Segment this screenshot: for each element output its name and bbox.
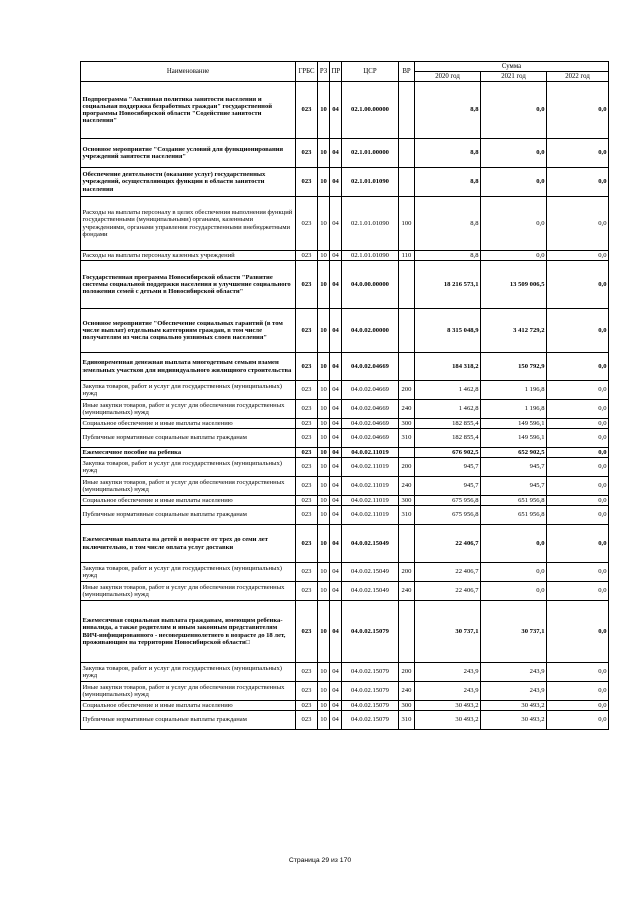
cell-grbs: 023 xyxy=(296,663,318,682)
cell-csr: 02.1.00.00000 xyxy=(342,82,399,139)
table-row xyxy=(81,309,609,353)
cell-rz: 10 xyxy=(318,309,330,353)
cell-v2022: 0,0 xyxy=(547,168,609,197)
cell-v2022: 0,0 xyxy=(547,353,609,381)
cell-v2021: 3 412 729,2 xyxy=(481,309,547,353)
cell-v2020: 676 902,5 xyxy=(415,448,481,458)
cell-pr: 04 xyxy=(330,353,342,381)
cell-rz: 10 xyxy=(318,419,330,429)
cell-v2021: 243,9 xyxy=(481,663,547,682)
cell-name: Иные закупки товаров, работ и услуг для обеспечения государственных (муниципальных) нужд xyxy=(81,400,296,419)
cell-name: Социальное обеспечение и иные выплаты населению xyxy=(81,701,296,711)
cell-v2021: 1 196,8 xyxy=(481,400,547,419)
cell-v2020: 675 956,8 xyxy=(415,506,481,525)
cell-csr: 04.0.02.15079 xyxy=(342,663,399,682)
cell-pr: 04 xyxy=(330,381,342,400)
table-row xyxy=(81,506,609,525)
cell-vr xyxy=(399,261,415,309)
cell-v2021: 149 596,1 xyxy=(481,429,547,448)
cell-grbs: 023 xyxy=(296,168,318,197)
cell-name: Закупка товаров, работ и услуг для государственных (муниципальных) нужд xyxy=(81,381,296,400)
cell-name: Публичные нормативные социальные выплаты гражданам xyxy=(81,711,296,730)
cell-v2020: 8,8 xyxy=(415,197,481,251)
cell-vr: 300 xyxy=(399,701,415,711)
cell-vr: 300 xyxy=(399,496,415,506)
cell-pr: 04 xyxy=(330,682,342,701)
cell-pr: 04 xyxy=(330,701,342,711)
cell-v2021: 30 493,2 xyxy=(481,711,547,730)
table-row xyxy=(81,663,609,682)
cell-vr: 240 xyxy=(399,400,415,419)
cell-rz: 10 xyxy=(318,563,330,582)
table-row xyxy=(81,429,609,448)
cell-name: Государственная программа Новосибирской области "Развитие системы социальной поддержки населения и улучшение социального положения семей с детьми в Новосибирской области" xyxy=(81,261,296,309)
cell-pr: 04 xyxy=(330,711,342,730)
cell-v2021: 0,0 xyxy=(481,82,547,139)
cell-v2020: 22 406,7 xyxy=(415,582,481,601)
cell-v2022: 0,0 xyxy=(547,419,609,429)
cell-name: Основное мероприятие "Обеспечение социальных гарантий (в том числе выплат) отдельным категориям граждан, в том числе получателям из числа социально уязвимых слоев населения" xyxy=(81,309,296,353)
cell-vr: 310 xyxy=(399,506,415,525)
header-year-2022: 2022 год xyxy=(547,72,609,82)
cell-v2020: 945,7 xyxy=(415,477,481,496)
cell-rz: 10 xyxy=(318,458,330,477)
table-row xyxy=(81,381,609,400)
header-rz: РЗ xyxy=(318,62,330,82)
cell-pr: 04 xyxy=(330,506,342,525)
cell-v2022: 0,0 xyxy=(547,381,609,400)
cell-pr: 04 xyxy=(330,197,342,251)
cell-csr: 04.0.00.00000 xyxy=(342,261,399,309)
cell-pr: 04 xyxy=(330,663,342,682)
cell-name: Закупка товаров, работ и услуг для государственных (муниципальных) нужд xyxy=(81,563,296,582)
cell-csr: 04.0.02.00000 xyxy=(342,309,399,353)
cell-vr: 200 xyxy=(399,381,415,400)
cell-csr: 04.0.02.04669 xyxy=(342,419,399,429)
cell-name: Основное мероприятие "Создание условий для функционирования учреждений занятости населения" xyxy=(81,139,296,168)
cell-vr: 240 xyxy=(399,477,415,496)
cell-csr: 04.0.02.04669 xyxy=(342,400,399,419)
cell-vr: 110 xyxy=(399,251,415,261)
cell-v2020: 8 315 048,9 xyxy=(415,309,481,353)
cell-grbs: 023 xyxy=(296,251,318,261)
cell-rz: 10 xyxy=(318,353,330,381)
cell-grbs: 023 xyxy=(296,563,318,582)
cell-grbs: 023 xyxy=(296,261,318,309)
cell-v2020: 182 855,4 xyxy=(415,429,481,448)
cell-rz: 10 xyxy=(318,261,330,309)
cell-name: Публичные нормативные социальные выплаты гражданам xyxy=(81,429,296,448)
cell-csr: 04.0.02.15079 xyxy=(342,682,399,701)
cell-name: Обеспечение деятельности (оказание услуг) государственных учреждений, осуществляющих функции в области занятости населения xyxy=(81,168,296,197)
cell-grbs: 023 xyxy=(296,711,318,730)
cell-csr: 04.0.02.11019 xyxy=(342,448,399,458)
cell-name: Закупка товаров, работ и услуг для государственных (муниципальных) нужд xyxy=(81,458,296,477)
cell-v2021: 0,0 xyxy=(481,197,547,251)
cell-v2020: 182 855,4 xyxy=(415,419,481,429)
page-number: Страница 29 из 170 xyxy=(288,857,352,864)
cell-name: Социальное обеспечение и иные выплаты населению xyxy=(81,496,296,506)
table-row xyxy=(81,139,609,168)
cell-v2021: 0,0 xyxy=(481,525,547,563)
cell-rz: 10 xyxy=(318,82,330,139)
cell-v2021: 651 956,8 xyxy=(481,496,547,506)
cell-rz: 10 xyxy=(318,582,330,601)
cell-v2020: 30 737,1 xyxy=(415,601,481,663)
cell-rz: 10 xyxy=(318,496,330,506)
cell-csr: 04.0.02.11019 xyxy=(342,477,399,496)
cell-grbs: 023 xyxy=(296,353,318,381)
cell-v2022: 0,0 xyxy=(547,448,609,458)
cell-v2022: 0,0 xyxy=(547,251,609,261)
cell-name: Расходы на выплаты персоналу казенных учреждений xyxy=(81,251,296,261)
table-row xyxy=(81,496,609,506)
cell-pr: 04 xyxy=(330,261,342,309)
cell-grbs: 023 xyxy=(296,448,318,458)
cell-grbs: 023 xyxy=(296,419,318,429)
cell-v2022: 0,0 xyxy=(547,663,609,682)
cell-csr: 04.0.02.15079 xyxy=(342,711,399,730)
cell-vr xyxy=(399,82,415,139)
cell-grbs: 023 xyxy=(296,429,318,448)
table-body xyxy=(81,82,609,730)
cell-grbs: 023 xyxy=(296,309,318,353)
cell-vr: 300 xyxy=(399,419,415,429)
cell-rz: 10 xyxy=(318,251,330,261)
cell-grbs: 023 xyxy=(296,682,318,701)
cell-v2021: 30 493,2 xyxy=(481,701,547,711)
cell-pr: 04 xyxy=(330,139,342,168)
cell-vr: 200 xyxy=(399,563,415,582)
cell-vr xyxy=(399,309,415,353)
cell-v2020: 243,9 xyxy=(415,663,481,682)
cell-v2021: 0,0 xyxy=(481,139,547,168)
cell-v2021: 945,7 xyxy=(481,458,547,477)
table-row xyxy=(81,601,609,663)
cell-name: Расходы на выплаты персоналу в целях обеспечения выполнения функций государственными (муниципальными) органами, казенными учреждениями, органами управления государственными внебюджетными фондами xyxy=(81,197,296,251)
cell-pr: 04 xyxy=(330,429,342,448)
cell-v2022: 0,0 xyxy=(547,82,609,139)
cell-v2021: 150 792,9 xyxy=(481,353,547,381)
cell-v2021: 651 956,8 xyxy=(481,506,547,525)
cell-v2022: 0,0 xyxy=(547,525,609,563)
table-row xyxy=(81,582,609,601)
cell-rz: 10 xyxy=(318,381,330,400)
table-row xyxy=(81,711,609,730)
cell-pr: 04 xyxy=(330,82,342,139)
table-row xyxy=(81,197,609,251)
cell-name: Подпрограмма "Активная политика занятости населения и социальная поддержка безработных граждан" государственной программы Новосибирской области "Содействие занятости населения" xyxy=(81,82,296,139)
cell-v2020: 1 462,8 xyxy=(415,381,481,400)
cell-rz: 10 xyxy=(318,400,330,419)
cell-v2020: 8,8 xyxy=(415,168,481,197)
cell-vr: 200 xyxy=(399,663,415,682)
cell-v2022: 0,0 xyxy=(547,400,609,419)
cell-v2021: 652 902,5 xyxy=(481,448,547,458)
cell-v2021: 0,0 xyxy=(481,563,547,582)
cell-grbs: 023 xyxy=(296,381,318,400)
cell-v2020: 184 318,2 xyxy=(415,353,481,381)
cell-csr: 02.1.01.01090 xyxy=(342,251,399,261)
table-row xyxy=(81,448,609,458)
cell-v2022: 0,0 xyxy=(547,582,609,601)
cell-csr: 04.0.02.15049 xyxy=(342,582,399,601)
cell-csr: 04.0.02.04669 xyxy=(342,353,399,381)
cell-v2020: 18 216 573,1 xyxy=(415,261,481,309)
cell-pr: 04 xyxy=(330,448,342,458)
cell-v2020: 30 493,2 xyxy=(415,701,481,711)
cell-csr: 04.0.02.15049 xyxy=(342,525,399,563)
cell-v2022: 0,0 xyxy=(547,429,609,448)
cell-vr xyxy=(399,525,415,563)
cell-csr: 04.0.02.04669 xyxy=(342,381,399,400)
cell-vr: 310 xyxy=(399,429,415,448)
cell-rz: 10 xyxy=(318,168,330,197)
cell-v2020: 675 956,8 xyxy=(415,496,481,506)
cell-pr: 04 xyxy=(330,400,342,419)
cell-pr: 04 xyxy=(330,251,342,261)
cell-rz: 10 xyxy=(318,701,330,711)
cell-name: Ежемесячная выплата на детей в возрасте от трех до семи лет включительно, в том числе оплата услуг доставки xyxy=(81,525,296,563)
cell-vr: 310 xyxy=(399,711,415,730)
cell-rz: 10 xyxy=(318,525,330,563)
header-year-2020: 2020 год xyxy=(415,72,481,82)
table-row xyxy=(81,251,609,261)
cell-csr: 02.1.01.01090 xyxy=(342,168,399,197)
cell-rz: 10 xyxy=(318,477,330,496)
cell-v2022: 0,0 xyxy=(547,496,609,506)
cell-v2022: 0,0 xyxy=(547,506,609,525)
cell-v2021: 0,0 xyxy=(481,168,547,197)
cell-v2020: 30 493,2 xyxy=(415,711,481,730)
cell-v2020: 22 406,7 xyxy=(415,563,481,582)
header-csr: ЦСР xyxy=(342,62,399,82)
cell-v2020: 243,9 xyxy=(415,682,481,701)
header-pr: ПР xyxy=(330,62,342,82)
cell-v2022: 0,0 xyxy=(547,711,609,730)
table-row xyxy=(81,563,609,582)
cell-grbs: 023 xyxy=(296,82,318,139)
cell-v2021: 30 737,1 xyxy=(481,601,547,663)
cell-pr: 04 xyxy=(330,419,342,429)
cell-pr: 04 xyxy=(330,168,342,197)
cell-v2020: 22 406,7 xyxy=(415,525,481,563)
cell-v2020: 8,8 xyxy=(415,251,481,261)
cell-rz: 10 xyxy=(318,682,330,701)
cell-csr: 04.0.02.15079 xyxy=(342,601,399,663)
cell-rz: 10 xyxy=(318,663,330,682)
cell-vr xyxy=(399,168,415,197)
cell-v2021: 945,7 xyxy=(481,477,547,496)
cell-v2022: 0,0 xyxy=(547,139,609,168)
cell-v2021: 0,0 xyxy=(481,582,547,601)
cell-name: Иные закупки товаров, работ и услуг для обеспечения государственных (муниципальных) нужд xyxy=(81,682,296,701)
cell-rz: 10 xyxy=(318,711,330,730)
cell-grbs: 023 xyxy=(296,701,318,711)
cell-csr: 04.0.02.11019 xyxy=(342,458,399,477)
table-row xyxy=(81,701,609,711)
cell-v2022: 0,0 xyxy=(547,563,609,582)
cell-pr: 04 xyxy=(330,582,342,601)
cell-pr: 04 xyxy=(330,496,342,506)
cell-name: Публичные нормативные социальные выплаты гражданам xyxy=(81,506,296,525)
cell-pr: 04 xyxy=(330,601,342,663)
cell-csr: 04.0.02.04669 xyxy=(342,429,399,448)
table-row xyxy=(81,525,609,563)
cell-grbs: 023 xyxy=(296,197,318,251)
cell-grbs: 023 xyxy=(296,139,318,168)
table-row xyxy=(81,400,609,419)
cell-v2020: 945,7 xyxy=(415,458,481,477)
table-row xyxy=(81,353,609,381)
cell-pr: 04 xyxy=(330,458,342,477)
cell-name: Единовременная денежная выплата многодетным семьям взамен земельных участков для индивидуального жилищного строительства xyxy=(81,353,296,381)
cell-csr: 02.1.01.00000 xyxy=(342,139,399,168)
cell-name: Иные закупки товаров, работ и услуг для обеспечения государственных (муниципальных) нужд xyxy=(81,582,296,601)
cell-name: Иные закупки товаров, работ и услуг для обеспечения государственных (муниципальных) нужд xyxy=(81,477,296,496)
cell-csr: 04.0.02.11019 xyxy=(342,506,399,525)
header-sum: Сумма xyxy=(415,62,609,72)
cell-rz: 10 xyxy=(318,197,330,251)
cell-vr xyxy=(399,353,415,381)
cell-vr: 200 xyxy=(399,458,415,477)
cell-vr xyxy=(399,139,415,168)
cell-grbs: 023 xyxy=(296,525,318,563)
cell-pr: 04 xyxy=(330,477,342,496)
cell-grbs: 023 xyxy=(296,601,318,663)
cell-name: Ежемесячное пособие на ребенка xyxy=(81,448,296,458)
cell-rz: 10 xyxy=(318,139,330,168)
cell-v2021: 243,9 xyxy=(481,682,547,701)
cell-vr xyxy=(399,601,415,663)
cell-v2022: 0,0 xyxy=(547,309,609,353)
cell-csr: 04.0.02.15079 xyxy=(342,701,399,711)
cell-v2022: 0,0 xyxy=(547,701,609,711)
cell-v2022: 0,0 xyxy=(547,197,609,251)
cell-pr: 04 xyxy=(330,525,342,563)
cell-v2020: 1 462,8 xyxy=(415,400,481,419)
cell-pr: 04 xyxy=(330,563,342,582)
cell-v2022: 0,0 xyxy=(547,601,609,663)
cell-v2020: 8,8 xyxy=(415,139,481,168)
cell-v2022: 0,0 xyxy=(547,477,609,496)
cell-grbs: 023 xyxy=(296,477,318,496)
header-name: Наименование xyxy=(81,62,296,82)
cell-grbs: 023 xyxy=(296,506,318,525)
table-row xyxy=(81,477,609,496)
cell-csr: 02.1.01.01090 xyxy=(342,197,399,251)
table-row xyxy=(81,682,609,701)
table-row xyxy=(81,82,609,139)
table-row xyxy=(81,261,609,309)
cell-name: Закупка товаров, работ и услуг для государственных (муниципальных) нужд xyxy=(81,663,296,682)
cell-v2020: 8,8 xyxy=(415,82,481,139)
cell-rz: 10 xyxy=(318,448,330,458)
cell-v2022: 0,0 xyxy=(547,682,609,701)
cell-pr: 04 xyxy=(330,309,342,353)
cell-v2022: 0,0 xyxy=(547,458,609,477)
cell-vr: 240 xyxy=(399,682,415,701)
cell-name: Социальное обеспечение и иные выплаты населению xyxy=(81,419,296,429)
header-year-2021: 2021 год xyxy=(481,72,547,82)
budget-table xyxy=(80,61,609,730)
cell-v2021: 13 509 006,5 xyxy=(481,261,547,309)
header-vr: ВР xyxy=(399,62,415,82)
cell-rz: 10 xyxy=(318,601,330,663)
header-grbs: ГРБС xyxy=(296,62,318,82)
cell-csr: 04.0.02.11019 xyxy=(342,496,399,506)
cell-name: Ежемесячная социальная выплата гражданам, имеющим ребенка-инвалида, а также родителям и иным законным представителям ВИЧ-инфицированного - несовершеннолетнего в возрасте до 18 лет, проживающим на территории Новосибирской области□ xyxy=(81,601,296,663)
cell-v2021: 149 596,1 xyxy=(481,419,547,429)
cell-grbs: 023 xyxy=(296,582,318,601)
table-row xyxy=(81,419,609,429)
cell-v2021: 0,0 xyxy=(481,251,547,261)
table-row xyxy=(81,168,609,197)
cell-grbs: 023 xyxy=(296,400,318,419)
cell-vr: 240 xyxy=(399,582,415,601)
cell-vr: 100 xyxy=(399,197,415,251)
cell-rz: 10 xyxy=(318,506,330,525)
cell-rz: 10 xyxy=(318,429,330,448)
table-row xyxy=(81,458,609,477)
cell-csr: 04.0.02.15049 xyxy=(342,563,399,582)
cell-v2022: 0,0 xyxy=(547,261,609,309)
cell-grbs: 023 xyxy=(296,458,318,477)
cell-vr xyxy=(399,448,415,458)
cell-grbs: 023 xyxy=(296,496,318,506)
cell-v2021: 1 196,8 xyxy=(481,381,547,400)
